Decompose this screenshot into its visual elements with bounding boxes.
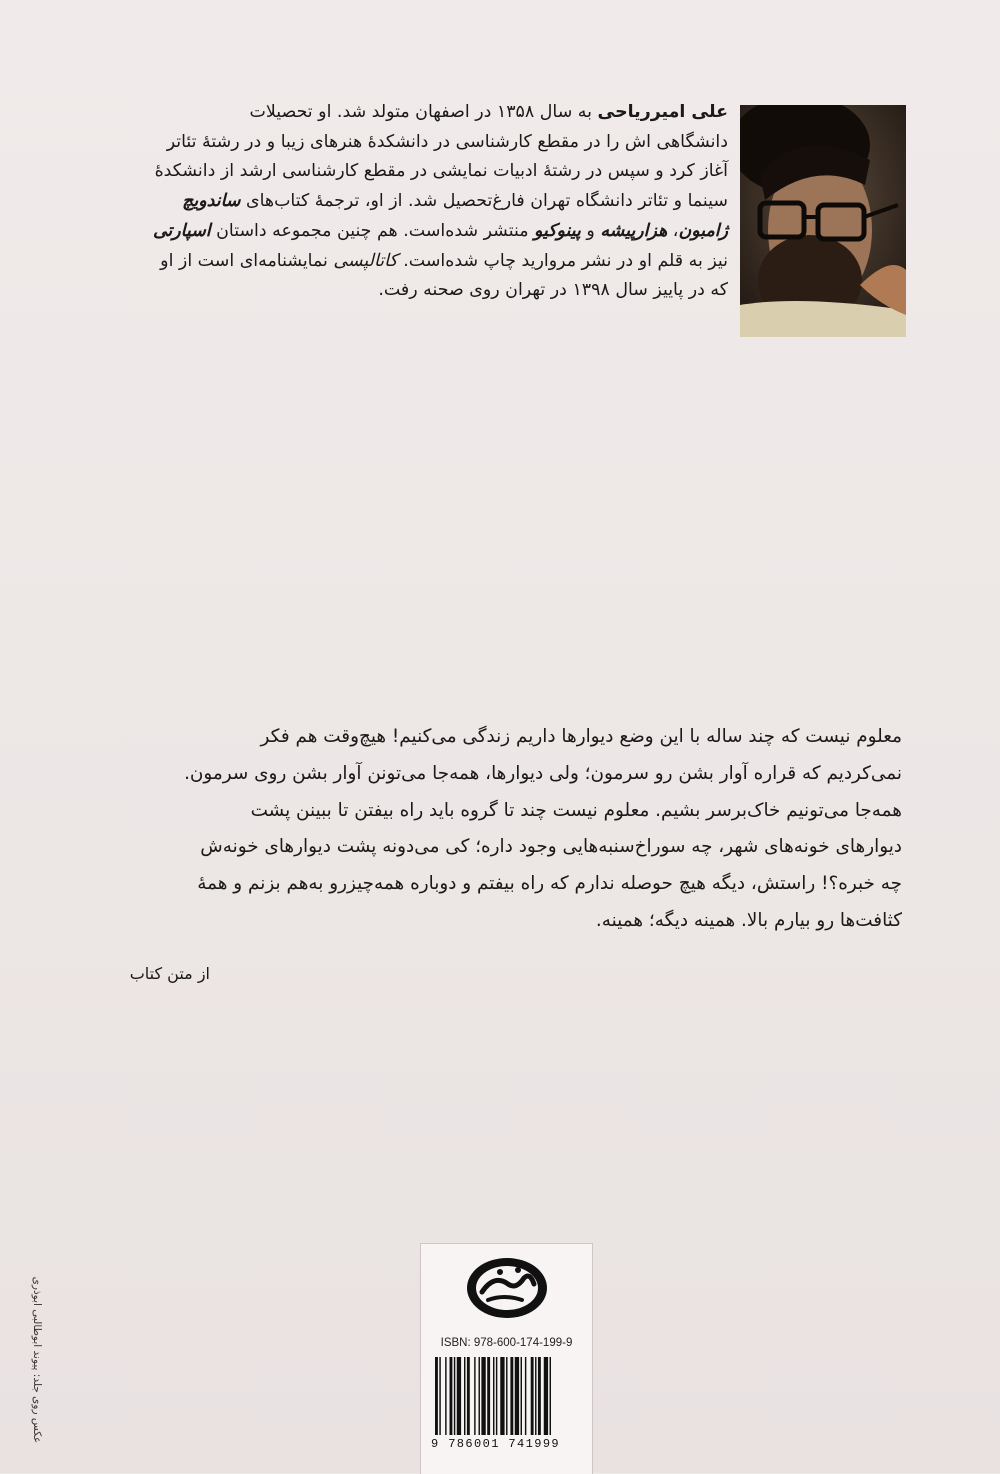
barcode-bar [510, 1357, 513, 1435]
bio-text: نمایشنامه‌ای است از او [160, 250, 334, 271]
bio-line-2: دانشگاهی اش را در مقطع کارشناسی در دانشکدهٔ هنرهای زیبا و در رشتهٔ تئاتر [166, 131, 728, 152]
book-title: ژامبون [678, 220, 728, 241]
author-name: علی امیرریاحی [597, 102, 728, 122]
bio-line-3: آغاز کرد و سپس در رشتهٔ ادبیات نمایشی در مقطع کارشناسی ارشد از دانشکدهٔ [154, 161, 728, 182]
bio-text: سینما و تئاتر دانشگاه تهران فارغ‌تحصیل شد. از او، ترجمهٔ کتاب‌های [240, 191, 728, 212]
book-title: پینوکیو [534, 220, 581, 241]
publisher-logo [464, 1254, 550, 1322]
excerpt-line: نمی‌کردیم که قراره آوار بشن رو سرمون؛ ولی دیوارها، همه‌جا می‌تونن آوار بشن روی سرمون. [184, 762, 902, 784]
cover-photo-credit-text: عکس روی جلد: پیوند ابوطالبی ابوذری [31, 1276, 43, 1444]
barcode-bar [454, 1357, 455, 1435]
bio-text: به سال ۱۳۵۸ در اصفهان متولد شد. او تحصیلات [249, 102, 598, 122]
bio-text: نیز به قلم او در نشر مروارید چاپ شده‌است. [397, 250, 728, 271]
bio-text: و [580, 220, 601, 241]
book-title: اسپارتی [152, 220, 211, 241]
isbn-number: ISBN: 978-600-174-199-9 [440, 1337, 573, 1349]
barcode-bar [435, 1357, 438, 1435]
barcode-bar [531, 1357, 534, 1435]
bio-line-4 [100, 187, 728, 217]
barcode-bar [479, 1357, 480, 1435]
barcode-bar [525, 1357, 526, 1435]
barcode-bar [439, 1357, 440, 1435]
bio-text: منتشر شده‌است. هم چنین مجموعه داستان [210, 220, 535, 241]
author-photo [740, 105, 906, 337]
book-excerpt [118, 719, 902, 940]
barcode-bar [544, 1357, 548, 1435]
bio-line-6 [100, 247, 728, 277]
barcode-bar [464, 1357, 465, 1435]
bio-line-7: که در پاییز سال ۱۳۹۸ در تهران روی صحنه رفت. [378, 280, 728, 301]
barcode-bar [474, 1357, 475, 1435]
bio-text: ، [667, 220, 679, 241]
barcode-bar [450, 1357, 453, 1435]
barcode-bar [506, 1357, 507, 1435]
barcode-bar [481, 1357, 485, 1435]
barcode-bar [500, 1357, 504, 1435]
barcode-bar [493, 1357, 494, 1435]
publisher-logo-icon [464, 1254, 550, 1322]
barcode-digits: 9 786001 741999 [431, 1437, 561, 1451]
excerpt-line: دیوارهای خونه‌های شهر، چه سوراخ‌سنبه‌هایی وجود داره؛ کی می‌دونه پشت دیوارهای خونه‌ش [200, 836, 902, 858]
book-title: ساندویچ [182, 191, 241, 212]
play-title: کاتالپسی [333, 250, 398, 271]
barcode-bar [538, 1357, 541, 1435]
excerpt-source: از متن کتاب [129, 964, 210, 983]
barcode-bar [550, 1357, 551, 1435]
barcode-box [420, 1243, 593, 1474]
barcode-bar [445, 1357, 446, 1435]
excerpt-line: کثافت‌ها رو بیارم بالا. همینه دیگه؛ همینه. [595, 909, 902, 931]
book-title: هزارپیشه [600, 220, 668, 241]
bio-line-5 [100, 217, 728, 247]
barcode-bar [467, 1357, 470, 1435]
author-bio [100, 98, 728, 306]
barcode-bar [496, 1357, 497, 1435]
excerpt-line: معلوم نیست که چند ساله با این وضع دیوارها داریم زندگی می‌کنیم! هیچ‌وقت هم فکر [260, 726, 902, 747]
barcode-bar [457, 1357, 461, 1435]
excerpt-line: چه خبره؟! راستش، دیگه هیچ حوصله ندارم که راه بیفتم و دوباره همه‌چیزرو به‌هم بزنم و همهٔ [197, 873, 902, 895]
barcode-bar [535, 1357, 536, 1435]
barcode [435, 1357, 580, 1437]
bio-line-1 [100, 98, 728, 128]
barcode-bar [521, 1357, 522, 1435]
barcode-bar [515, 1357, 519, 1435]
barcode-bar [487, 1357, 490, 1435]
cover-photo-credit [20, 1270, 54, 1450]
excerpt-line: همه‌جا می‌تونیم خاک‌برسر بشیم. معلوم نیست چند تا گروه باید راه بیفتن تا ببینن پشت [250, 799, 902, 821]
